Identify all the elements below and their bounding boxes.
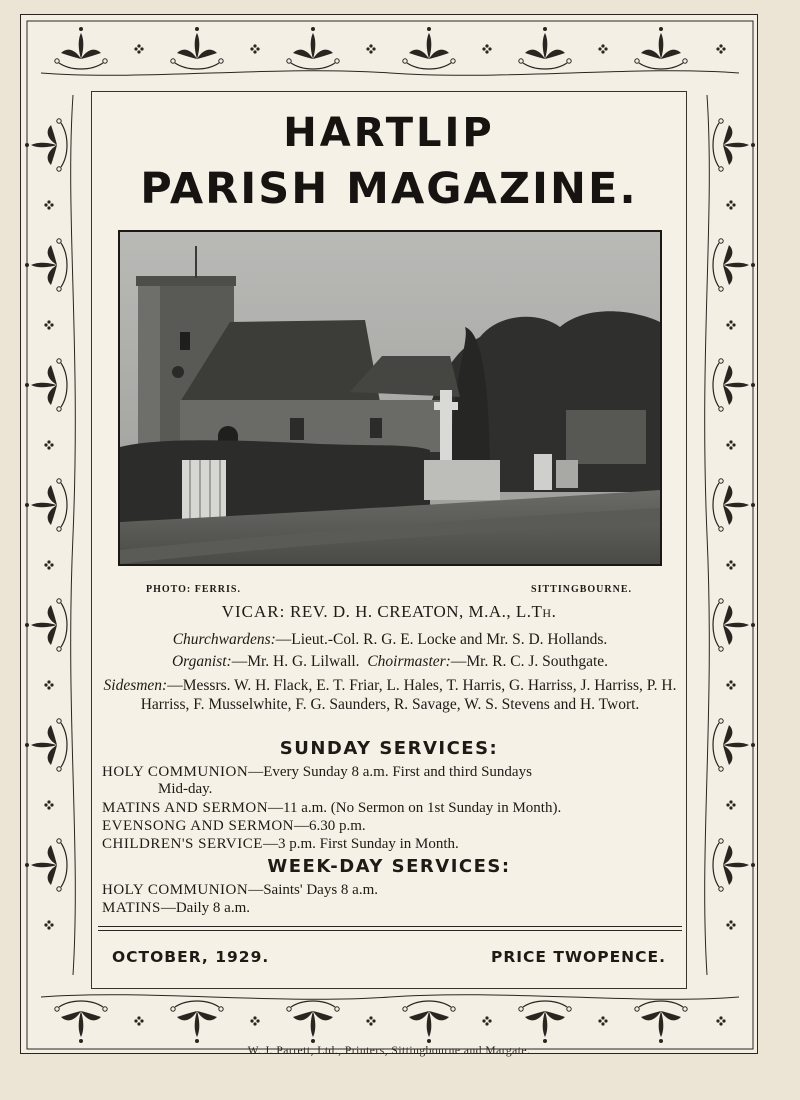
choirmaster-label: Choirmaster: [367,653,451,670]
organist-label: Organist: [171,653,232,670]
vicar-label: VICAR: [221,602,286,621]
vicar-line [92,602,686,622]
sidesmen-line [102,676,678,714]
service-name: HOLY COMMUNION [102,882,249,898]
organist-line [102,652,678,671]
service-detail: —Every Sunday 8 a.m. First and third Sundays [248,764,532,780]
service-detail: —Saints' Days 8 a.m. [248,882,378,898]
service-childrens-service [102,836,672,853]
vicar-name: REV. D. H. CREATON, M.A., L.Th. [290,602,557,621]
organist-value: —Mr. H. G. Lilwall. [231,653,360,670]
service-matins-daily [102,900,672,917]
service-holy-communion-weekday [102,882,672,899]
service-name: MATINS [102,900,161,916]
service-detail: —11 a.m. (No Sermon on 1st Sunday in Month). [268,800,562,816]
divider-rule [98,926,682,927]
choirmaster-value: —Mr. R. C. J. Southgate. [450,653,609,670]
service-name: HOLY COMMUNION [102,764,249,780]
sunday-services-heading: SUNDAY SERVICES: [279,738,499,759]
issue-price: PRICE TWOPENCE. [490,948,666,966]
issue-date: OCTOBER, 1929. [112,948,270,966]
service-detail: —6.30 p.m. [294,818,366,834]
service-detail: —Daily 8 a.m. [160,900,250,916]
churchwardens-value: —Lieut.-Col. R. G. E. Locke and Mr. S. D. Hollands. [275,631,608,648]
photo-credit-photographer: PHOTO: FERRIS. [146,584,241,595]
churchwardens-line [102,630,678,649]
service-evensong-and-sermon [102,818,672,835]
sidesmen-value: —Messrs. W. H. Flack, E. T. Friar, L. Hales, T. Harris, G. Harriss, J. Harriss, P. H. Harriss, F. Musselwhite, F. G. Saunders, R. Savage, W. S. Stevens and H. Twort. [140,677,677,713]
photo-credit-location: SITTINGBOURNE. [531,584,632,595]
masthead-title-line-1: HARTLIP [283,110,495,156]
service-detail-continued: Mid-day. [158,781,213,797]
printer-imprint: W. J. Parrett, Ltd., Printers, Sittingbourne and Margate. [247,1045,531,1057]
service-name: EVENSONG AND SERMON [102,818,295,834]
content-panel [91,91,687,989]
masthead-title-line-2: PARISH MAGAZINE. [140,164,638,214]
service-matins-and-sermon [102,800,672,817]
service-detail: —3 p.m. First Sunday in Month. [262,836,459,852]
churchwardens-label: Churchwardens: [172,631,276,648]
divider-rule [98,930,682,931]
service-holy-communion-sunday [102,764,672,798]
church-photograph [118,230,662,566]
service-name: MATINS AND SERMON [102,800,269,816]
magazine-cover [20,14,758,1054]
weekday-services-heading: WEEK-DAY SERVICES: [267,856,511,877]
sidesmen-label: Sidesmen: [103,677,168,694]
service-name: CHILDREN'S SERVICE [102,836,263,852]
